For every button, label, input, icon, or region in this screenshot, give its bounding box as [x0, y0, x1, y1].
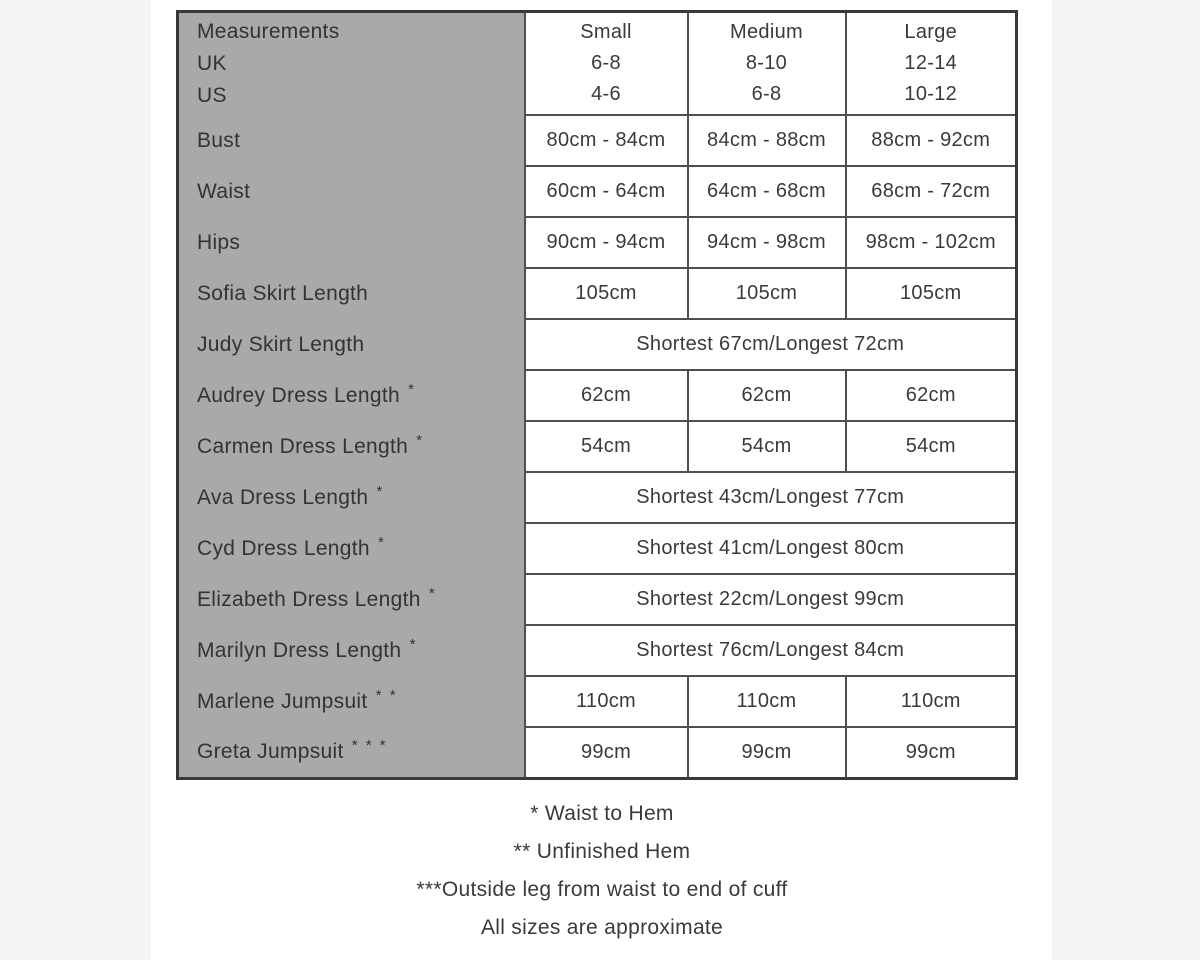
size-us-range: 4-6 — [591, 83, 621, 105]
table-row — [178, 217, 1017, 268]
table-row — [178, 421, 1017, 472]
row-label: Cyd Dress Length * — [178, 523, 525, 574]
row-value: 62cm — [688, 370, 846, 421]
footnotes — [152, 795, 1052, 947]
footnote-line: All sizes are approximate — [480, 916, 724, 939]
row-label-asterisks: * — [403, 635, 418, 653]
header-label-us: US — [197, 84, 227, 107]
row-label: Ava Dress Length * — [178, 472, 525, 523]
table-row — [178, 166, 1017, 217]
table-row — [178, 523, 1017, 574]
size-chart — [176, 10, 1018, 780]
table-row — [178, 727, 1017, 779]
size-table-body — [178, 115, 1017, 779]
row-span-value: Shortest 76cm/Longest 84cm — [525, 625, 1017, 676]
row-label: Judy Skirt Length — [178, 319, 525, 370]
row-value: 54cm — [688, 421, 846, 472]
row-value: 105cm — [846, 268, 1017, 319]
table-row — [178, 574, 1017, 625]
header-label-uk: UK — [197, 52, 227, 75]
row-span-value: Shortest 22cm/Longest 99cm — [525, 574, 1017, 625]
table-row — [178, 319, 1017, 370]
row-value: 94cm - 98cm — [688, 217, 846, 268]
row-value: 84cm - 88cm — [688, 115, 846, 166]
row-value: 110cm — [525, 676, 688, 727]
row-value: 98cm - 102cm — [846, 217, 1017, 268]
row-value: 68cm - 72cm — [846, 166, 1017, 217]
row-value: 62cm — [525, 370, 688, 421]
row-label: Bust — [178, 115, 525, 166]
table-row — [178, 625, 1017, 676]
table-row — [178, 472, 1017, 523]
table-row — [178, 370, 1017, 421]
row-span-value: Shortest 43cm/Longest 77cm — [525, 472, 1017, 523]
row-value: 60cm - 64cm — [525, 166, 688, 217]
size-name: Small — [580, 21, 632, 43]
size-name: Medium — [730, 21, 803, 43]
footnote-line: ** Unfinished Hem — [513, 840, 691, 863]
header-label-measurements: Measurements — [197, 20, 340, 43]
column-header-small — [525, 12, 688, 116]
size-us-range: 10-12 — [904, 83, 958, 105]
row-value: 105cm — [525, 268, 688, 319]
row-value: 80cm - 84cm — [525, 115, 688, 166]
row-label: Marlene Jumpsuit * * — [178, 676, 525, 727]
size-us-range: 6-8 — [751, 83, 782, 105]
row-label: Sofia Skirt Length — [178, 268, 525, 319]
row-value: 90cm - 94cm — [525, 217, 688, 268]
size-name: Large — [904, 21, 958, 43]
left-margin-strip — [0, 0, 151, 960]
column-header-large — [846, 12, 1017, 116]
row-span-value: Shortest 67cm/Longest 72cm — [525, 319, 1017, 370]
row-value: 99cm — [688, 727, 846, 779]
table-header-row — [178, 12, 1017, 116]
size-uk-range: 12-14 — [904, 52, 958, 74]
row-value: 99cm — [525, 727, 688, 779]
size-table — [176, 10, 1018, 780]
footnote-line: * Waist to Hem — [530, 802, 674, 825]
row-label: Audrey Dress Length * — [178, 370, 525, 421]
size-uk-range: 8-10 — [745, 52, 788, 74]
row-value: 88cm - 92cm — [846, 115, 1017, 166]
row-label-asterisks: * — [422, 584, 437, 602]
row-label: Waist — [178, 166, 525, 217]
row-value: 64cm - 68cm — [688, 166, 846, 217]
row-label-asterisks: * * — [369, 686, 398, 704]
row-label-asterisks: * — [370, 482, 385, 500]
row-label: Marilyn Dress Length * — [178, 625, 525, 676]
size-uk-range: 6-8 — [591, 52, 621, 74]
row-value: 110cm — [846, 676, 1017, 727]
row-label-asterisks: * — [371, 533, 386, 551]
footnote-line: ***Outside leg from waist to end of cuff — [416, 878, 788, 901]
row-value: 110cm — [688, 676, 846, 727]
row-span-value: Shortest 41cm/Longest 80cm — [525, 523, 1017, 574]
row-label-asterisks: * — [410, 431, 425, 449]
table-row — [178, 676, 1017, 727]
row-label: Hips — [178, 217, 525, 268]
header-label-cell — [178, 12, 525, 116]
row-label: Carmen Dress Length * — [178, 421, 525, 472]
right-margin-strip — [1052, 0, 1200, 960]
row-value: 54cm — [846, 421, 1017, 472]
row-label: Greta Jumpsuit * * * — [178, 727, 525, 779]
row-label-asterisks: * — [401, 380, 416, 398]
row-value: 105cm — [688, 268, 846, 319]
column-header-medium — [688, 12, 846, 116]
table-row — [178, 115, 1017, 166]
row-label-asterisks: * * * — [345, 737, 388, 754]
row-value: 99cm — [846, 727, 1017, 779]
row-value: 54cm — [525, 421, 688, 472]
row-label: Elizabeth Dress Length * — [178, 574, 525, 625]
row-value: 62cm — [846, 370, 1017, 421]
table-row — [178, 268, 1017, 319]
